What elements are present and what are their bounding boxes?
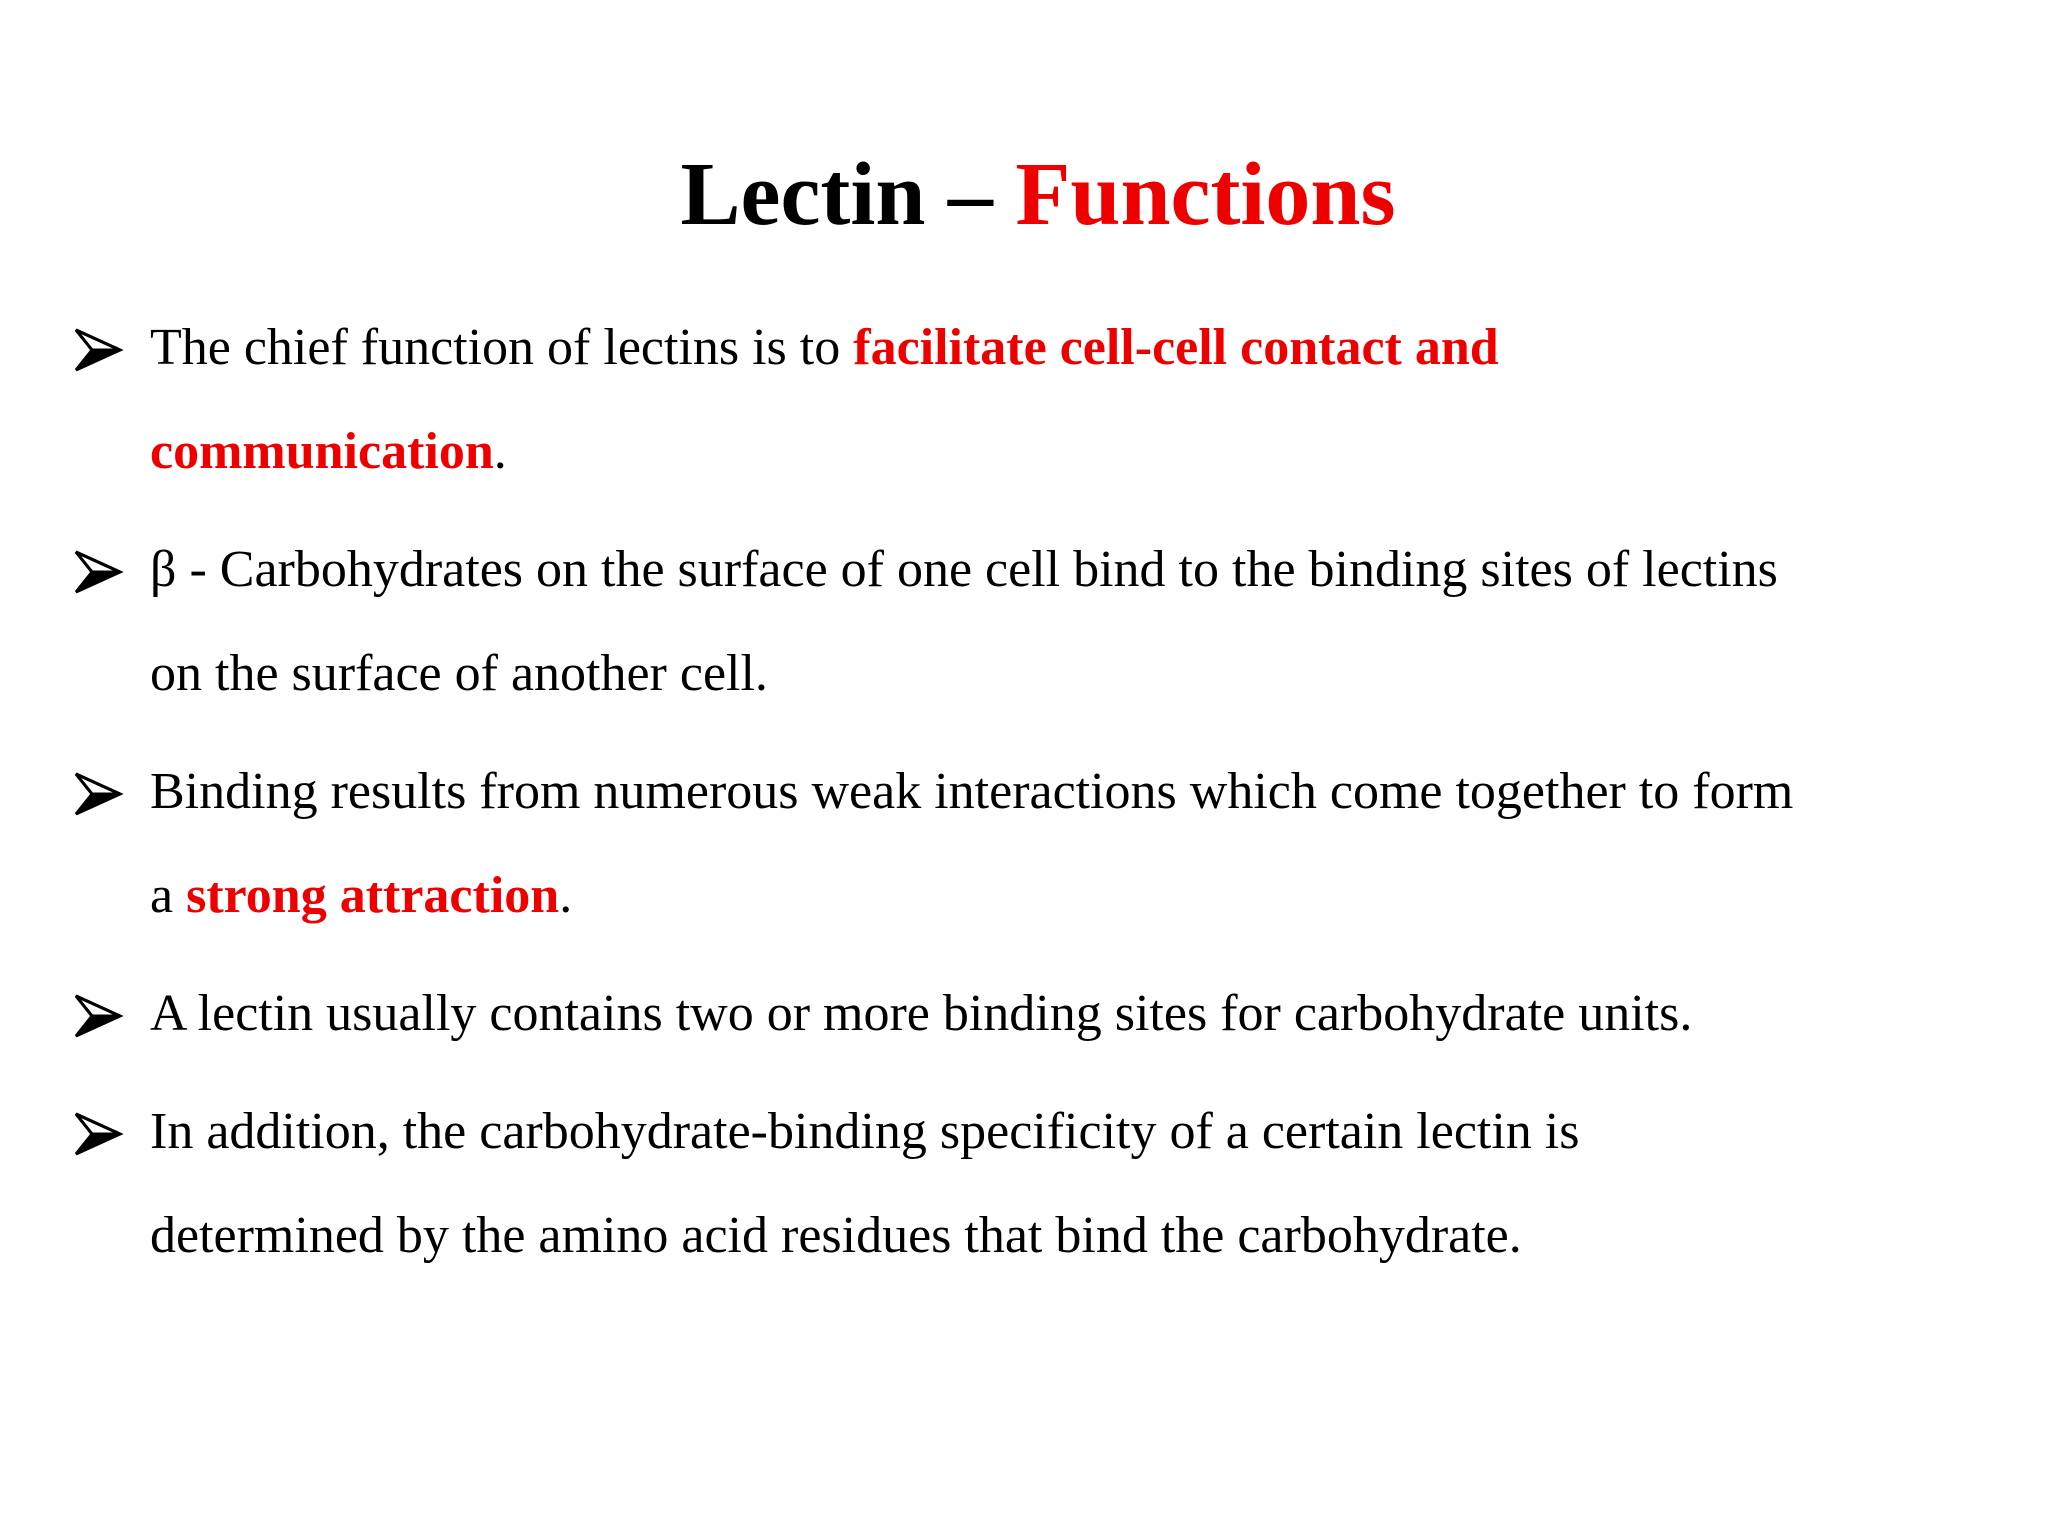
title-part-red: Functions — [1015, 145, 1396, 244]
bullet-2-line-1: β - Carbohydrates on the surface of one cell bind to the binding sites of lectins — [150, 541, 1778, 598]
bullet-3-line-1: Binding results from numerous weak interactions which come together to form — [150, 763, 1794, 820]
arrowhead-bullet-icon — [72, 324, 124, 376]
arrowhead-bullet-icon — [72, 990, 124, 1042]
arrowhead-bullet-icon — [72, 546, 124, 598]
bullet-1-highlight: facilitate cell-cell contact and — [853, 319, 1499, 376]
bullet-3-highlight: strong attraction — [186, 867, 560, 924]
bullet-4-line-1: A lectin usually contains two or more binding sites for carbohydrate units. — [150, 985, 1693, 1042]
bullet-1-line-1 — [150, 318, 1499, 378]
arrowhead-bullet-icon — [72, 1108, 124, 1160]
bullet-3-text: a — [150, 867, 187, 924]
arrowhead-bullet-icon — [72, 768, 124, 820]
bullet-3-period: . — [559, 867, 573, 924]
bullet-1-text: The chief function of lectins is to — [150, 319, 854, 376]
bullet-3-line-2 — [150, 866, 572, 926]
bullet-5-line-1: In addition, the carbohydrate-binding specificity of a certain lectin is — [150, 1103, 1580, 1160]
bullet-1-line-2 — [150, 422, 507, 482]
bullet-5-line-2: determined by the amino acid residues that bind the carbohydrate. — [150, 1207, 1522, 1264]
title-part-black: Lectin – — [680, 145, 1016, 244]
bullet-2-line-2: on the surface of another cell. — [150, 645, 768, 702]
bullet-1-period: . — [493, 423, 507, 480]
bullet-1-highlight-2: communication — [150, 423, 494, 480]
